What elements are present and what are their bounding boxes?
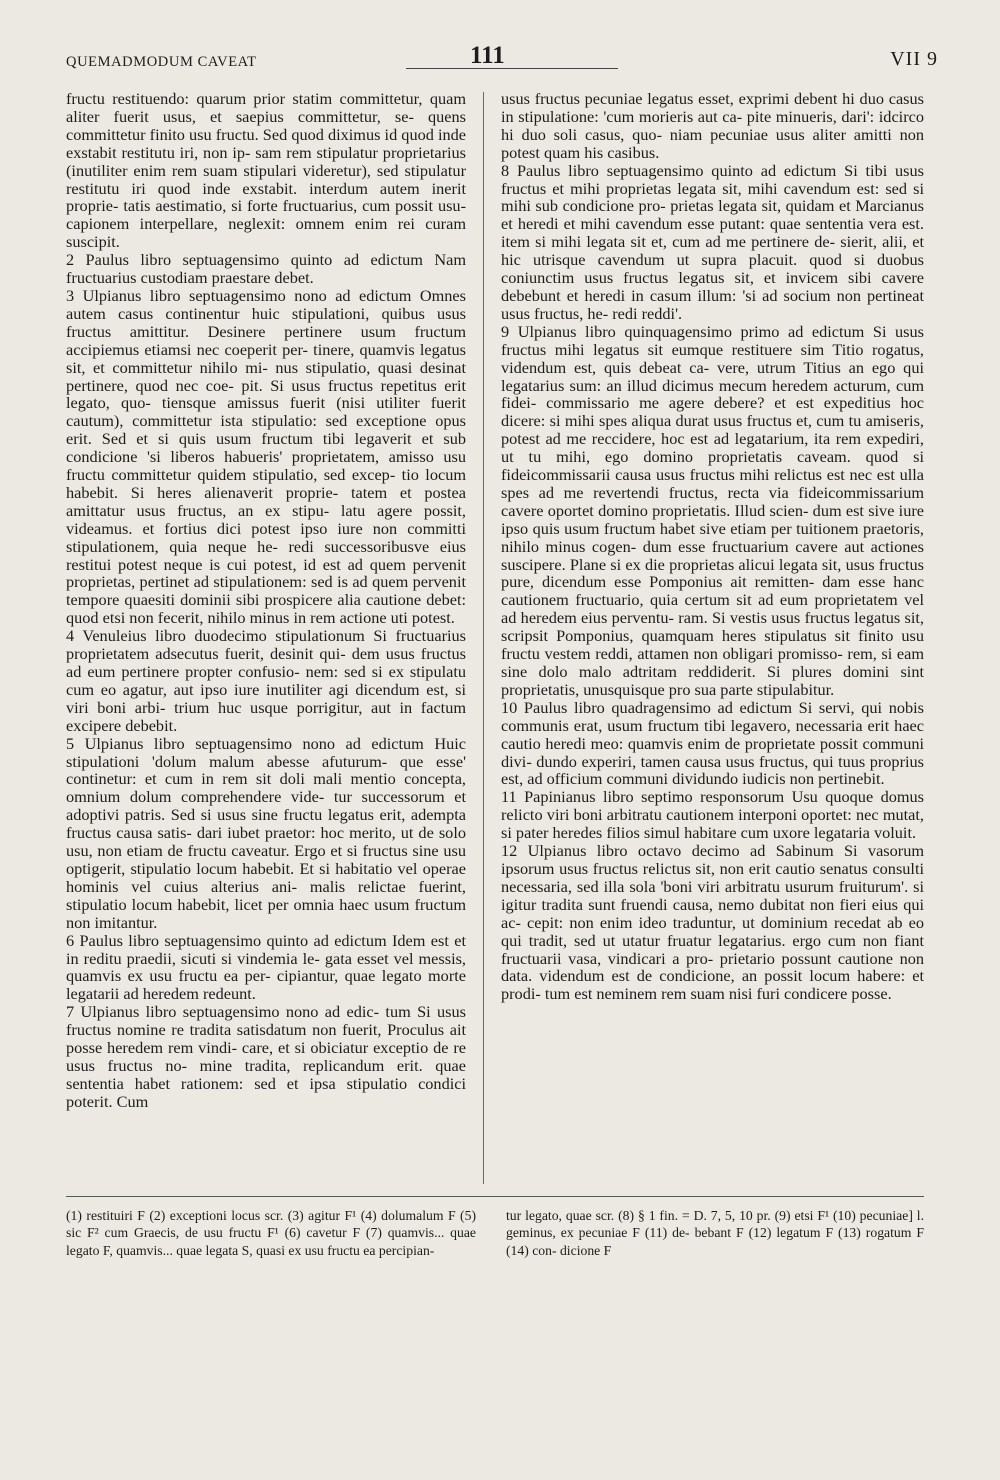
paragraph: 4 Venuleius libro duodecimo stipulationum Si fructuarius proprietatem adsecutus fuerit, desinit qui- dem usus fructus ad eum pertinere propter confusio- nem: sed si ex stipulatu cum eo agatur, aut ipso iure inutiliter agi dicendum est, si viri boni arbi- trium huc usque porrigitur, aut in factum excipere debebit. — [66, 626, 466, 735]
paragraph: 12 Ulpianus libro octavo decimo ad Sabinum Si vasorum ipsorum usus fructus relictus sit, non erit cautio senatus consulti necessaria, sed illa sola 'boni viri arbitratu usurum fruiturum'. si igitur tradita sunt fruendi causa, nemo dubitat non fieri eius qui ac- cepit: non enim ideo traduntur, ut dominium recedat ab eo qui tradit, sed ut utatur fruatur legatarius. ergo cum non fiant fructuarii vasa, vindicari a pro- prietario possunt cautione non data. videndum est de condicione, an possit locum habere: et prodi- tum est neminem rem suam nisi furi condicere posse. — [501, 841, 924, 1004]
column-divider — [483, 92, 484, 1184]
left-column — [66, 90, 466, 1111]
page-number: 111 — [470, 42, 505, 69]
section-number: VII 9 — [890, 48, 938, 70]
paragraph: fructu restituendo: quarum prior statim committetur, quam aliter fuerit usus, et saepius committetur, se- quens committetur finito usu fructu. Sed quod diximus id quod inde exstabit restitutu iri, non ip- sam rem stipulatur proprietarius (inutiliter enim rem suam stipulari videretur), sed stipulatur restitutu iri quod inde exstabit. interdum autem inerit proprie- tatis aestimatio, si forte fructuarius, cum possit usu- capionem interpellare, neglexit: omnem enim rei curam suscipit. — [66, 89, 466, 252]
page-header — [66, 40, 938, 70]
paragraph: 8 Paulus libro septuagensimo quinto ad edictum Si tibi usus fructus et mihi proprietas legata sit, mihi cavendum est: sed si mihi sub condicione pro- prietas legata sit, quidam et Marcianus et heredi et mihi cavendum esse putant: quae sententia vera est. item si mihi legata sit et, cum ad me pertinere de- sierit, alii, et hic utrisque cavendum ut supra placuit. quod si duobus coniunctim usus fructus legatus sit, et invicem sibi cavere debebunt et heredi in casum illum: 'si ad socium non pertineat usus fructus, he- redi reddi'. — [501, 160, 924, 323]
paragraph: 5 Ulpianus libro septuagensimo nono ad edictum Huic stipulationi 'dolum malum abesse afuturum- que esse' continetur: et cum in rem sit doli mali mentio concepta, omnium dolum comprehendere vide- tur successorum et adoptivi patris. Sed si usus sine fructu legatus erit, adempta fructus causa satis- dari iubet praetor: hoc merito, ut de solo usu, non etiam de fructu caveatur. Ergo et si fructus sine usu optigerit, stipulatio locum habebit. Et si habitatio vel operae hominis vel cuius alterius ani- malis relictae fuerint, stipulatio locum habebit, licet per omnia haec usum fructum non imitantur. — [66, 733, 466, 932]
footnotes-right: tur legato, quae scr. (8) § 1 fin. = D. 7, 5, 10 pr. (9) etsi F¹ (10) pecuniae] l. geminus, ex pecuniae F (11) de- bebant F (12) legatum F (13) rogatum F (14) con- dicione F — [506, 1208, 924, 1258]
paragraph: 3 Ulpianus libro septuagensimo nono ad edictum Omnes autem casus continentur huic stipulationi, quibus usus fructus amittitur. Desinere pertinere usum fructum accipiemus etiamsi nec coeperit per- tinere, quamvis legatus sit, et committetur nihilo mi- nus stipulatio, quasi desinat pertinere, quod nec coe- pit. Si usus fructus repetitus erit legato, quo- tiensque amissus fuerit (nisi utiliter fuerit cautum), committetur ista stipulatio: sed exceptione opus erit. Sed et si quis usum fructum tibi legaverit et sub condicione 'si liberos habueris' proprietatem, amisso usu fructu committetur quidem stipulatio, sed excep- tio locum habebit. Si heres alienaverit proprie- tatem et postea amittatur usus fructus, an ex stipu- latu agere possit, videamus. et fortius dici potest ipso iure non committi stipulationem, quia neque he- redi successoribusve eius restitui potest neque is cui potest, id est ad quem pervenit proprietas, pertinet ad stipulationem: sed is ad quem pervenit tempore quaesiti dominii sibi prospicere alia cautione debet: quod etsi non fecerit, nihilo minus in rem actione uti potest. — [66, 285, 466, 628]
footnote-rule — [66, 1196, 924, 1197]
paragraph: 11 Papinianus libro septimo responsorum Usu quoque domus relicto viri boni arbitratu cautionem interponi oportet: nec mutat, si pater heredes filios simul habitare cum uxore legataria voluit. — [501, 787, 924, 843]
paragraph: 10 Paulus libro quadragensimo ad edictum Si servi, qui nobis communis erat, usum fructum tibi legavero, necessaria erit haec cautio heredi meo: quamvis enim de proprietate possit communi divi- dundo experiri, tamen causa usus fructus, qui tuus proprius est, ad officium communi dividundo iudicis non pertinebit. — [501, 697, 924, 789]
paragraph: usus fructus pecuniae legatus esset, exprimi debent hi duo casus in stipulatione: 'cum morieris aut ca- pite minueris, dari': idcirco hi duo soli casus, quo- niam pecuniae usus aliter amitti non potest quam his casibus. — [501, 89, 924, 162]
right-column — [501, 90, 924, 1003]
running-title: QUEMADMODUM CAVEAT — [66, 54, 257, 70]
paragraph: 7 Ulpianus libro septuagensimo nono ad edic- tum Si usus fructus nomine re tradita satisdatum non fuerit, Proculus ait posse heredem rem vindi- care, et si obiciatur exceptio de re usus fructus no- mine tradita, replicandum erit. quae sententia habet rationem: sed et ipsa stipulatio condici poterit. Cum — [66, 1002, 466, 1111]
paragraph: 2 Paulus libro septuagensimo quinto ad edictum Nam fructuarius custodiam praestare debet. — [66, 250, 466, 288]
paragraph: 9 Ulpianus libro quinquagensimo primo ad edictum Si usus fructus mihi legatus sit eumque restituere sim Titio rogatus, videndum est, quis debeat ca- vere, utrum Titius an ego qui legatarius sum: an illud dicimus mecum heredem acturum, cum fidei- commissario me agere debere? et est expeditius hoc dicere: si mihi spes aliqua durat usus fructus et, cum tu amiseris, potest ad me reccidere, hoc est ad legatarium, ita rem expediri, ut tu mihi, ego domino proprietatis caveam. quod si fideicommissarii causa usus fructus mihi relictus est nec est ulla spes ad me revertendi fructus, recta via fideicommissarium cavere oportet domino proprietatis. Illud scien- dum est sive iure ipso quis usum fructum habet sive etiam per tuitionem praetoris, nihilo minus cogen- dum esse fructuarium cavere aut actiones suscipere. Plane si ex die proprietas alicui legata sit, usus fructus pure, dicendum esse Pomponius ait remitten- dam esse hanc cautionem fructuario, quia certum sit ad eum proprietatem vel ad heredem eius perventu- ram. Si vestis usus fructus legatus sit, scripsit Pomponius, quamquam heres stipulatus sit finito usu fructu vestem reddi, attamen non obligari promisso- rem, si eam sine dolo malo adtritam reddiderit. Si plures domini sint proprietatis, unusquisque pro sua parte stipulabitur. — [501, 321, 924, 699]
header-rule — [406, 68, 618, 69]
footnotes-left: (1) restituiri F (2) exceptioni locus scr. (3) agitur F¹ (4) dolumalum F (5) sic F² cum Graecis, de usu fructu F¹ (6) cavetur F (7) quamvis... quae legato F, quamvis... quae legata S, quasi ex usu fructu ea percipian- — [66, 1208, 476, 1258]
paragraph: 6 Paulus libro septuagensimo quinto ad edictum Idem est et in reditu praedii, sicuti si vindemia le- gata esset vel messis, quamvis ex usu fructu ea per- cipiantur, quae legato morte legatarii ad heredem redeunt. — [66, 930, 466, 1004]
